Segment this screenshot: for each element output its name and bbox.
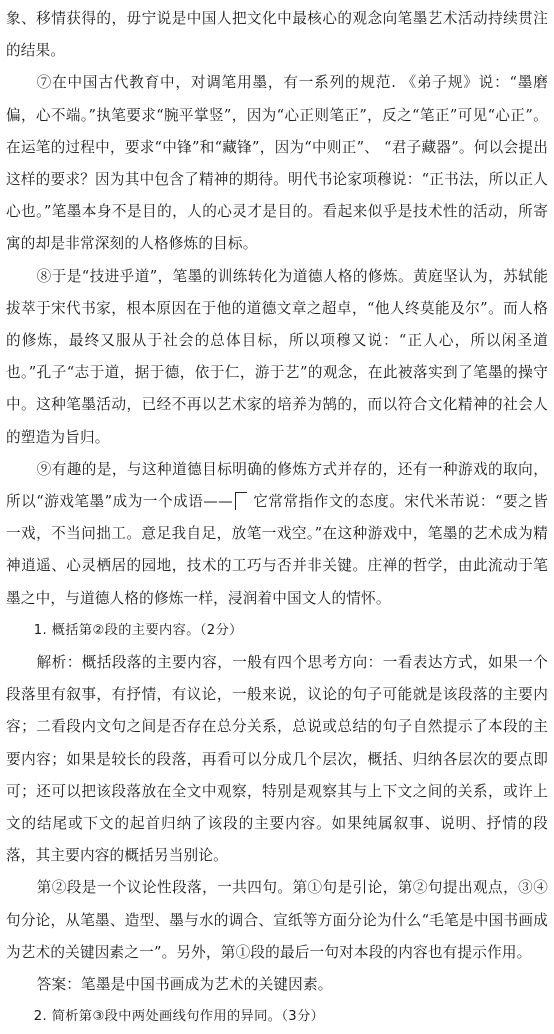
paragraph-8: ⑧于是“技进乎道”，笔墨的训练转化为道德人格的修炼。黄庭坚认为，苏轼能拔萃于宋代书家，根本原因在于他的道德文章之超卓，“他人终莫能及尔”。而人格的修炼，最终又服从于社会的总体目标，所以项穆又说：“正人心，所以闲圣道也。”孔子“志于道，据于德，依于仁，游于艺”的观念，在此被落实到了笔墨的操守中。这种笔墨活动，已经不再以艺术家的培养为鹄的，而以符合文化精神的社会人的塑造为旨归。 [6, 267, 548, 446]
paragraph-7: ⑦在中国古代教育中，对调笔用墨，有一系列的规范. 《弟子规》说：“墨磨偏，心不端。”执笔要求“腕平掌竖”，因为“心正则笔正”，反之“笔正”可见“心正”。在运笔的过程中，要求“中锋”和“藏锋”，因为“中则正”、 “君子藏器”。何以会提出这样的要求？因为其中包含了精神的期待。明代书论家项穆说：“正书法，所以正人心也。”笔墨本身不是目的，人的心灵才是目的。看起来似乎是技术性的活动，所寄寓的却是非常深刻的人格修炼的目标。 [6, 74, 548, 253]
paragraph-6-ending: 象、移情获得的，毋宁说是中国人把文化中最核心的观念向笔墨艺术活动持续贯注的结果。 [6, 10, 548, 60]
answer-line: 答案：笔墨是中国书画成为艺术的关键因素。 [36, 976, 333, 994]
question-2: 2. 简析第③段中两处画线句作用的异同。（3分） [33, 1009, 325, 1025]
paragraph-9 [6, 454, 548, 615]
paragraph-2-analysis: 第②段是一个议论性段落，一共四句。第①句是引论，第②句提出观点，③④句分论，从笔墨、造型、墨与水的调合、宣纸等方面分论为什么“毛笔是中国书画成为艺术的关键因素之一”。另外，第①段的最后一句对本段的内容也有提示作用。 [6, 879, 548, 961]
underline-mark-icon [235, 492, 247, 510]
paragraph-9-part-b: 它常常指作文的态度。宋代米芾说：“要之皆一戏，不当问拙工。意足我自足，放笔一戏空。”在这种游戏中，笔墨的艺术成为精神逍遥、心灵栖居的园地，技术的工巧与否并非关键。庄禅的哲学，由此流动于笔墨之中，与道德人格的修炼一样，浸润着中国文人的情怀。 [6, 493, 548, 607]
question-1: 1. 概括第②段的主要内容。（2分） [33, 622, 243, 638]
analysis-paragraph: 解析：概括段落的主要内容，一般有四个思考方向：一看表达方式，如果一个段落里有叙事，有抒情，有议论，一般来说，议论的句子可能就是该段落的主要内容；二看段内文句之间是否存在总分关系，总说或总结的句子自然提示了本段的主要内容；如果是较长的段落，再看可以分成几个层次，概括、归纳各层次的要点即可；还可以把该段落放在全文中观察，特别是观察其与上下文之间的关系，或许上文的结尾或下文的起首归纳了该段的主要内容。如果纯属叙事、说明、抒情的段落，其主要内容的概括另当别论。 [6, 654, 548, 865]
paragraph-9-part-a: ⑨有趣的是，与这种道德目标明确的修炼方式并存的，还有一种游戏的取向，所以“游戏笔墨”成为一个成语—— [6, 460, 548, 511]
